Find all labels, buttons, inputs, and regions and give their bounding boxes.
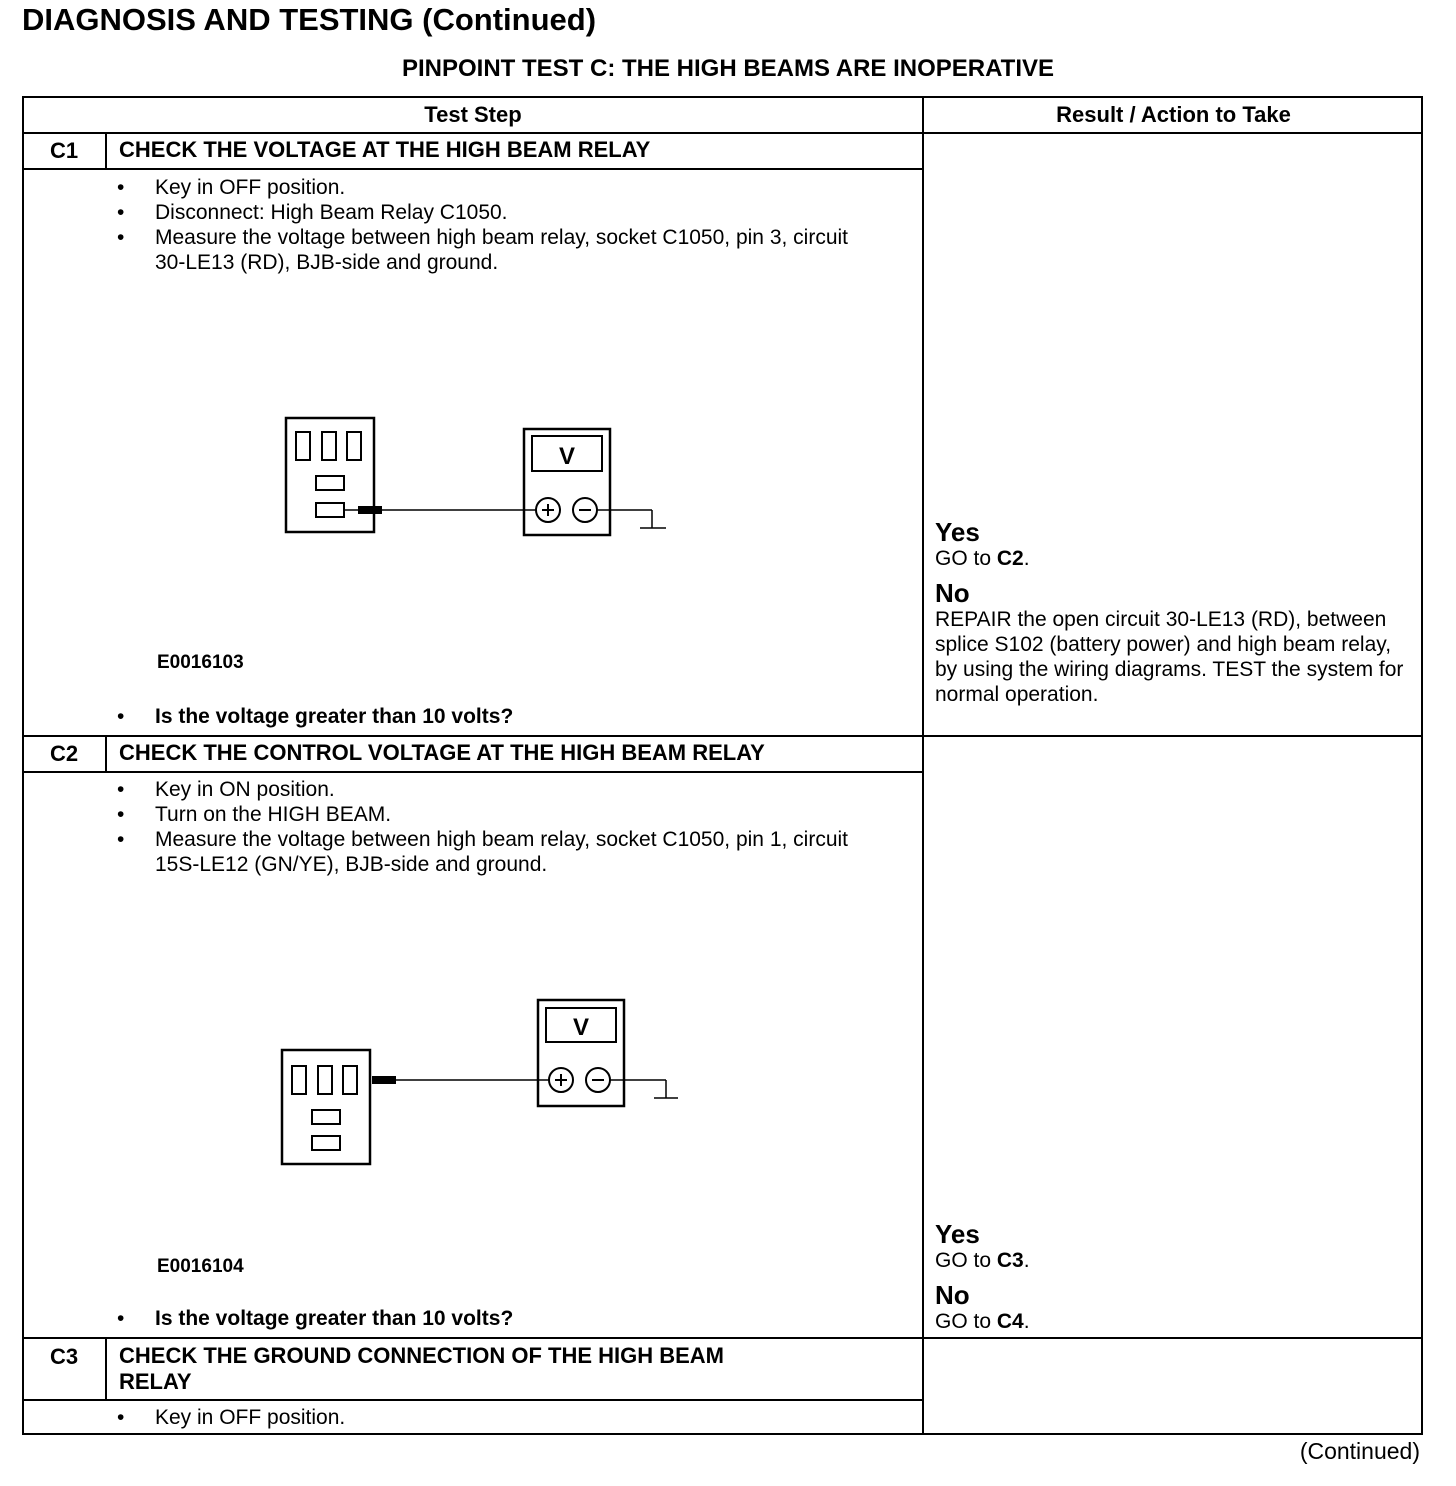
step-title-c3-line2: RELAY <box>119 1369 192 1394</box>
c1-yes-label: Yes <box>935 517 980 547</box>
step-c2-bullet: • Turn on the HIGH BEAM. <box>117 802 897 827</box>
pinpoint-test-title: PINPOINT TEST C: THE HIGH BEAMS ARE INOPERATIVE <box>401 55 1055 82</box>
step-title-c2: CHECK THE CONTROL VOLTAGE AT THE HIGH BEAM RELAY <box>119 740 765 765</box>
c1-yes-action <box>935 546 1405 571</box>
step-c2-question: • Is the voltage greater than 10 volts? <box>155 1307 513 1331</box>
step-c1-bullet: • Key in OFF position. <box>117 175 897 200</box>
step-title-c1: CHECK THE VOLTAGE AT THE HIGH BEAM RELAY <box>119 137 651 162</box>
c2-no-action <box>935 1309 1405 1334</box>
step-c1-instructions <box>117 175 897 275</box>
c1-no-label: No <box>935 578 970 608</box>
row-divider-c2-c3 <box>24 1337 1423 1339</box>
c2-id-divider <box>105 737 107 772</box>
column-divider <box>922 98 924 1435</box>
c1-voltage-measurement-diagram <box>284 416 674 541</box>
c2-no-label: No <box>935 1280 970 1310</box>
c2-yes-action <box>935 1248 1405 1273</box>
c2-title-divider <box>24 771 922 773</box>
c2-meter-label: V <box>572 1014 590 1041</box>
c2-voltage-measurement-diagram <box>280 998 690 1170</box>
c2-no-target: C4 <box>996 1310 1024 1333</box>
step-c3-instructions <box>117 1405 897 1430</box>
step-title-c3-line1: CHECK THE GROUND CONNECTION OF THE HIGH BEAM <box>119 1343 724 1368</box>
c3-id-divider <box>105 1339 107 1400</box>
figure-id-c1: E0016103 <box>157 652 244 673</box>
c1-yes-suffix: . <box>1023 547 1030 570</box>
continued-note: (Continued) <box>1299 1438 1420 1464</box>
c1-yes-target: C2 <box>996 547 1024 570</box>
c2-no-suffix: . <box>1023 1310 1030 1333</box>
step-c3-bullet: • Key in OFF position. <box>117 1405 897 1430</box>
step-c2-bullet: • Measure the voltage between high beam relay, socket C1050, pin 1, circuit 15S-LE12 (GN/YE), BJB-side and ground. <box>117 827 875 877</box>
header-divider <box>24 132 1423 134</box>
step-c2-instructions <box>117 777 897 877</box>
c1-yes-prefix: GO to <box>935 547 997 570</box>
pinpoint-test-table <box>22 96 1423 1435</box>
c2-no-prefix: GO to <box>935 1310 997 1333</box>
step-c1-bullet: • Measure the voltage between high beam relay, socket C1050, pin 3, circuit 30-LE13 (RD), BJB-side and ground. <box>117 225 875 275</box>
step-number-c1: C1 <box>49 138 79 163</box>
c2-yes-label: Yes <box>935 1219 980 1249</box>
c2-yes-suffix: . <box>1023 1249 1030 1272</box>
c2-yes-prefix: GO to <box>935 1249 997 1272</box>
c1-no-action: REPAIR the open circuit 30-LE13 (RD), between splice S102 (battery power) and high beam relay, by using the wiring diagrams. TEST the system for normal operation. <box>935 608 1404 706</box>
c1-title-divider <box>24 168 922 170</box>
c3-title-divider <box>24 1399 922 1401</box>
row-divider-c1-c2 <box>24 735 1423 737</box>
header-test-step: Test Step <box>424 102 522 127</box>
c1-id-divider <box>105 134 107 169</box>
step-number-c3: C3 <box>49 1344 79 1369</box>
figure-id-c2: E0016104 <box>157 1256 244 1277</box>
step-c1-question: • Is the voltage greater than 10 volts? <box>155 705 513 729</box>
step-number-c2: C2 <box>49 741 79 766</box>
c1-meter-label: V <box>558 443 576 470</box>
c2-yes-target: C3 <box>996 1249 1024 1272</box>
header-result: Result / Action to Take <box>1056 102 1291 127</box>
c2-result <box>935 1220 1405 1342</box>
step-c2-bullet: • Key in ON position. <box>117 777 897 802</box>
page-heading: DIAGNOSIS AND TESTING (Continued) <box>22 2 597 37</box>
step-c1-bullet: • Disconnect: High Beam Relay C1050. <box>117 200 897 225</box>
c1-result <box>935 518 1405 715</box>
